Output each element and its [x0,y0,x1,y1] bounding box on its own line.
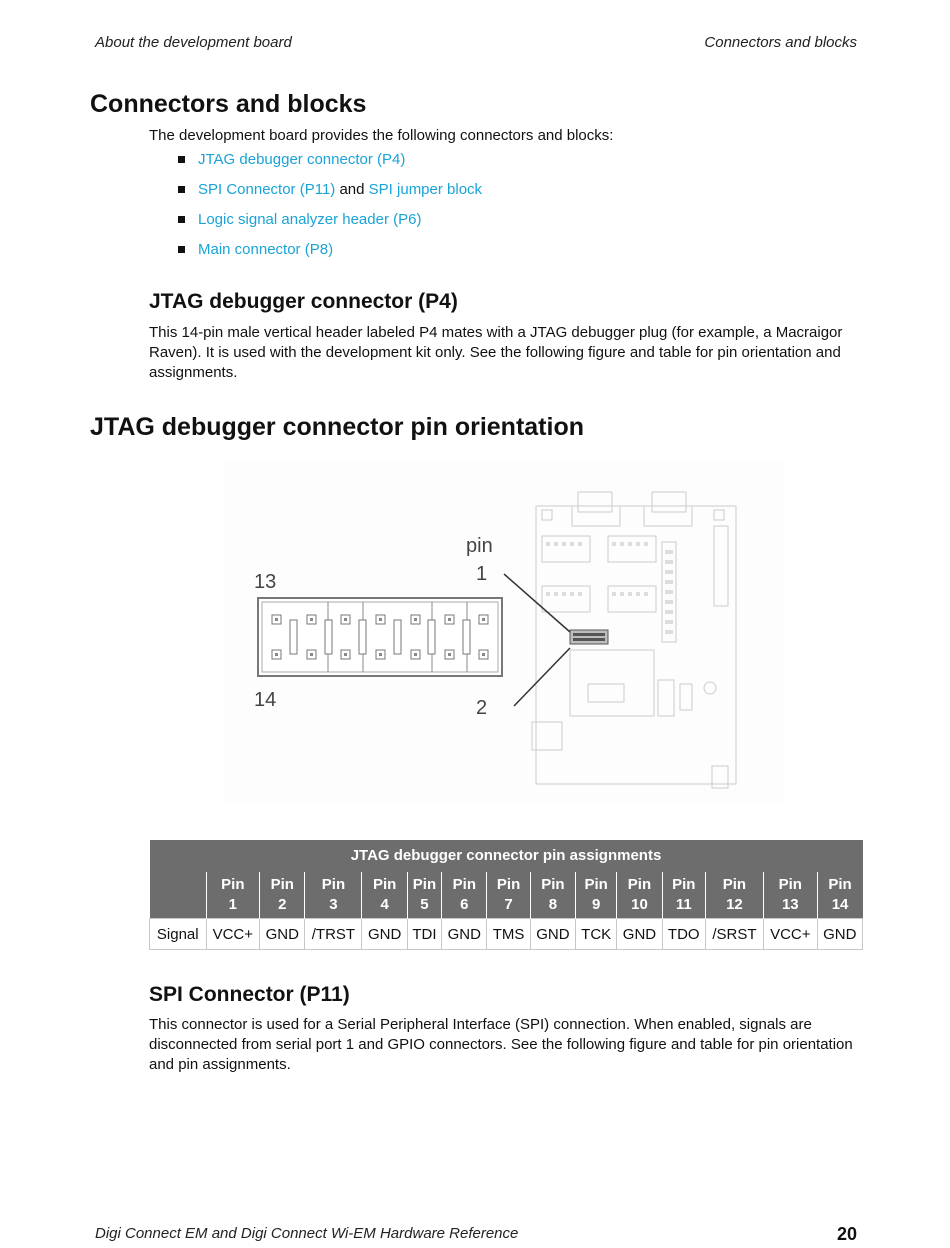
table-cell: GND [617,919,662,950]
list-joiner-text: and [335,181,369,198]
link-jtag-connector[interactable]: JTAG debugger connector (P4) [198,151,406,168]
table-row-label: Signal [150,919,207,950]
intro-paragraph: The development board provides the following connectors and blocks: [149,127,614,144]
subsection-title-jtag: JTAG debugger connector (P4) [149,290,458,313]
table-cell: TDO [662,919,705,950]
table-header-cell: Pin 1 [206,872,260,919]
spi-description: This connector is used for a Serial Peripheral Interface (SPI) connection. When enabled, signals are disconnected from serial port 1 and GPIO connectors. See the following figure and table for pin orientation and pin assignments. [149,1016,853,1073]
table-cell: VCC+ [763,919,817,950]
table-cell: TMS [487,919,530,950]
link-main-connector[interactable]: Main connector (P8) [198,241,334,258]
link-spi-connector[interactable]: SPI Connector (P11) [198,181,336,198]
list-item [178,150,482,180]
jtag-description: This 14-pin male vertical header labeled P4 mates with a JTAG debugger plug (for example, a Macraigor Raven). It is used with the development kit only. See the following figure and table for pin orientation and assignments. [149,324,843,381]
table-header-cell: Pin 9 [576,872,617,919]
table-header-cell: Pin 2 [260,872,305,919]
list-item [178,210,482,240]
table-header-cell: Pin 8 [530,872,575,919]
table-header-cell: Pin 5 [407,872,441,919]
list-item [178,240,482,270]
link-logic-analyzer-header[interactable]: Logic signal analyzer header (P6) [198,211,422,228]
table-header-cell: Pin 4 [362,872,407,919]
bullet-icon [178,156,185,163]
table-header-cell: Pin 14 [817,872,862,919]
running-header-left: About the development board [95,34,292,51]
section-title-pin-orientation: JTAG debugger connector pin orientation [90,413,584,441]
table-cell: /TRST [305,919,362,950]
table-header-blank [150,872,207,919]
board-outline [532,492,736,788]
board-pin-header-p4 [570,630,608,644]
board-detail-marks [546,542,673,634]
jtag-diagram-svg [224,462,784,802]
label-pin-word: pin [466,535,493,557]
table-header-cell: Pin 13 [763,872,817,919]
jtag-pin-orientation-figure [224,462,784,802]
table-cell: GND [442,919,487,950]
table-header-cell: Pin 7 [487,872,530,919]
label-pin-2: 2 [476,697,488,719]
table-cell: TCK [576,919,617,950]
table-cell: GND [817,919,862,950]
list-item [178,180,482,210]
table-header-cell: Pin 11 [662,872,705,919]
footer-title: Digi Connect EM and Digi Connect Wi-EM Hardware Reference [95,1225,519,1242]
label-pin-1: 1 [476,563,488,585]
table-caption: JTAG debugger connector pin assignments [150,840,863,872]
table-row [150,919,863,950]
connector-link-list [178,150,482,270]
section-title-connectors: Connectors and blocks [90,90,367,118]
table-cell: GND [530,919,575,950]
connector-header-enlarged [258,598,502,676]
table-cell: GND [362,919,407,950]
label-pin-13: 13 [254,571,277,593]
table-cell: TDI [407,919,441,950]
table-header-cell: Pin 3 [305,872,362,919]
jtag-pin-assignment-table [149,840,863,950]
table-header-cell: Pin 6 [442,872,487,919]
leader-lines [504,574,570,706]
bullet-icon [178,216,185,223]
table-cell: /SRST [705,919,763,950]
table-header-cell: Pin 12 [705,872,763,919]
table-header-cell: Pin 10 [617,872,662,919]
link-spi-jumper-block[interactable]: SPI jumper block [368,181,483,198]
running-header-right: Connectors and blocks [704,34,857,51]
table-cell: VCC+ [206,919,260,950]
bullet-icon [178,246,185,253]
table-cell: GND [260,919,305,950]
label-pin-14: 14 [254,689,277,711]
table-header-row [150,872,863,919]
bullet-icon [178,186,185,193]
subsection-title-spi: SPI Connector (P11) [149,983,350,1006]
page-number: 20 [836,1224,857,1244]
